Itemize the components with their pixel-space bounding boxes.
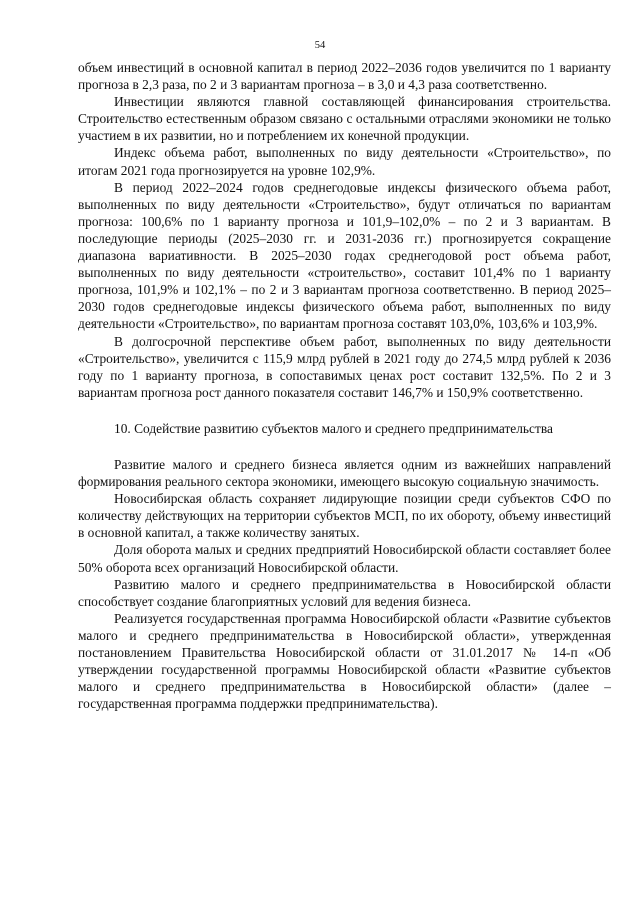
paragraph-sme-favorable-conditions: Развитию малого и среднего предпринимательства в Новосибирской области способствует создание благоприятных условий для ведения бизнеса. <box>78 576 611 609</box>
paragraph-investment-role: Инвестиции являются главной составляющей финансирования строительства. Строительство естественным образом связано с остальными отраслями экономики не только участием в их развитии, но и потреблением их конечной продукции. <box>78 94 611 144</box>
body-text <box>78 59 611 712</box>
paragraph-construction-indices-forecast: В период 2022–2024 годов среднегодовые индексы физического объема работ, выполненных по виду деятельности «Строительство», будут отличаться по вариантам прогноза: 100,6% по 1 варианту прогноза и 101,9–102,0% – по 2 и 3 вариантам. В последующие периоды (2025–2030 гг. и 2031-2036 гг.) прогнозируется сокращение диапазона вариативности. В 2025–2030 годах среднегодовой рост объема работ, выполненных по виду деятельности «строительство», составит 101,4% по 1 варианту прогноза, 101,9% и 102,1% – по 2 и 3 вариантам прогноза соответственно. В период 2025–2030 годов среднегодовые индексы физического объема работ, выполненных по виду деятельности «Строительство», по вариантам прогноза составят 103,0%, 103,6% и 103,9%. <box>78 179 611 332</box>
paragraph-construction-index-2021: Индекс объема работ, выполненных по виду деятельности «Строительство», по итогам 2021 года прогнозируется на уровне 102,9%. <box>78 145 611 178</box>
section-heading: 10. Содействие развитию субъектов малого и среднего предпринимательства <box>114 420 553 436</box>
paragraph-state-program: Реализуется государственная программа Новосибирской области «Развитие субъектов малого и среднего предпринимательства в Новосибирской области», утвержденная постановлением Правительства Новосибирской области от 31.01.2017 № 14-п «Об утверждении государственной программы Новосибирской области «Развитие субъектов малого и среднего предпринимательства в Новосибирской области» (далее – государственная программа поддержки предпринимательства). <box>78 610 611 712</box>
paragraph-sme-importance: Развитие малого и среднего бизнеса является одним из важнейших направлений формирования реального сектора экономики, имеющего высокую социальную значимость. <box>78 456 611 490</box>
paragraph-construction-long-term: В долгосрочной перспективе объем работ, выполненных по виду деятельности «Строительство», увеличится с 115,9 млрд рублей в 2021 году до 274,5 млрд рублей к 2036 году по 1 варианту прогноза, в сопоставимых ценах рост составит 132,5%. По 2 и 3 вариантам прогноза рост данного показателя составит 146,7% и 150,9% соответственно. <box>78 333 611 400</box>
page-number: 54 <box>314 40 326 51</box>
paragraph-sme-turnover-share: Доля оборота малых и средних предприятий Новосибирской области составляет более 50% оборота всех организаций Новосибирской области. <box>78 542 611 575</box>
paragraph-investment-growth: объем инвестиций в основной капитал в период 2022–2036 годов увеличится по 1 варианту прогноза в 2,3 раза, по 2 и 3 вариантам прогноза – в 3,0 и 4,3 раза соответственно. <box>78 60 611 93</box>
paragraph-sme-leading-positions: Новосибирская область сохраняет лидирующие позиции среди субъектов СФО по количеству действующих на территории субъектов МСП, по их обороту, объему инвестиций в основной капитал, а также количеству занятых. <box>78 491 611 541</box>
